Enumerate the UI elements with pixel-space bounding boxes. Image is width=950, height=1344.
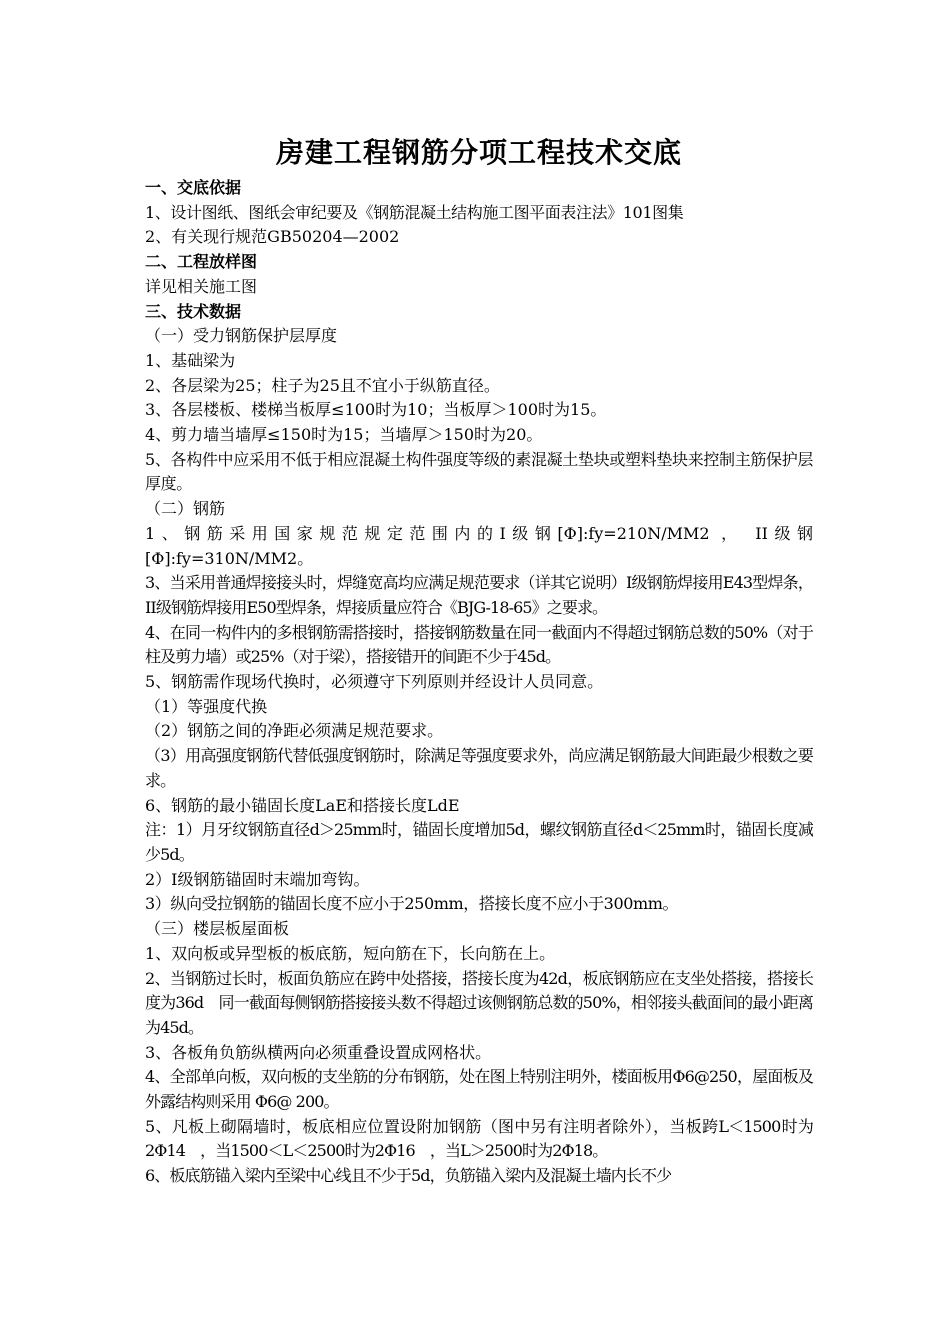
paragraph: 5、钢筋需作现场代换时，必须遵守下列原则并经设计人员同意。 [145,672,604,692]
paragraph: 4、在同一构件内的多根钢筋需搭接时，搭接钢筋数量在同一截面内不得超过钢筋总数的50%（对于柱及剪力墙）或25%（对于梁），搭接错开的间距不少于45d。 [145,622,813,667]
section-heading-technical-data: 三、技术数据 [145,301,242,321]
paragraph: 6、板底筋锚入梁内至梁中心线且不少于5d，负筋锚入梁内及混凝土墙内长不少 [145,1166,672,1186]
paragraph: 1、钢筋采用国家规范规定范围内的I级钢[Φ]:fy=210N/MM2 ， II级钢[Φ]:fy=310N/MM2。 [145,523,813,568]
paragraph: 5、各构件中应采用不低于相应混凝土构件强度等级的素混凝土垫块或塑料垫块来控制主筋保护层厚度。 [145,449,813,494]
paragraph: 3、各板角负筋纵横两向必须重叠设置成网格状。 [145,1042,492,1062]
paragraph: （1）等强度代换 [145,696,268,716]
paragraph: 5、凡板上砌隔墙时，板底相应位置设附加钢筋（图中另有注明者除外），当板跨L＜1500时为2Φ14 ，当1500＜L＜2500时为2Φ16 ，当L＞2500时为2Φ18。 [145,1116,813,1161]
paragraph: 6、钢筋的最小锚固长度LaE和搭接长度LdE [145,795,460,815]
document-title: 房建工程钢筋分项工程技术交底 [275,136,682,169]
note-paragraph: 3）纵向受拉钢筋的锚固长度不应小于250mm，搭接长度不应小于300mm。 [145,894,679,914]
paragraph: 3、当采用普通焊接接头时，焊缝宽高均应满足规范要求（详其它说明）I级钢筋焊接用E43型焊条，II级钢筋焊接用E50型焊条，焊接质量应符合《BJG-18-65》之要求。 [145,573,813,617]
paragraph: 2、当钢筋过长时，板面负筋应在跨中处搭接，搭接长度为42d，板底钢筋应在支坐处搭接，搭接长度为36d 同一截面每侧钢筋搭接接头数不得超过该侧钢筋总数的50%，相邻接头截面间的最小距离为45d。 [145,968,813,1037]
paragraph: 4、剪力墙当墙厚≤150时为15；当墙厚＞150时为20。 [145,425,543,445]
section-heading-basis: 一、交底依据 [145,178,242,197]
subsection-title: （三）楼层板屋面板 [145,919,290,939]
paragraph: （3）用高强度钢筋代替低强度钢筋时，除满足等强度要求外，尚应满足钢筋最大间距最少根数之要求。 [145,746,813,790]
note-paragraph: 2）I级钢筋锚固时末端加弯钩。 [145,869,370,889]
paragraph: 2、各层梁为25；柱子为25且不宜小于纵筋直径。 [145,375,500,395]
paragraph: 2、有关现行规范GB50204—2002 [145,227,400,247]
paragraph: 1、双向板或异型板的板底筋，短向筋在下，长向筋在上。 [145,943,556,963]
document-body [145,130,813,1189]
section-heading-layout: 二、工程放样图 [145,252,258,272]
paragraph: 3、各层楼板、楼梯当板厚≤100时为10；当板厚＞100时为15。 [145,400,607,420]
paragraph: 1、基础梁为 [145,350,236,370]
paragraph: 4、全部单向板，双向板的支坐筋的分布钢筋，处在图上特别注明外，楼面板用Φ6@250，屋面板及外露结构则采用 Φ6@ 200。 [145,1067,813,1112]
subsection-title: （二）钢筋 [145,499,226,519]
paragraph: （2）钢筋之间的净距必须满足规范要求。 [145,721,444,741]
paragraph: 1、设计图纸、图纸会审纪要及《钢筋混凝土结构施工图平面表注法》101图集 [145,202,684,222]
note-paragraph: 注：1）月牙纹钢筋直径d＞25mm时，锚固长度增加5d，螺纹钢筋直径d＜25mm时，锚固长度减少5d。 [145,820,813,864]
subsection-title: （一）受力钢筋保护层厚度 [145,326,338,346]
paragraph: 详见相关施工图 [145,276,258,296]
